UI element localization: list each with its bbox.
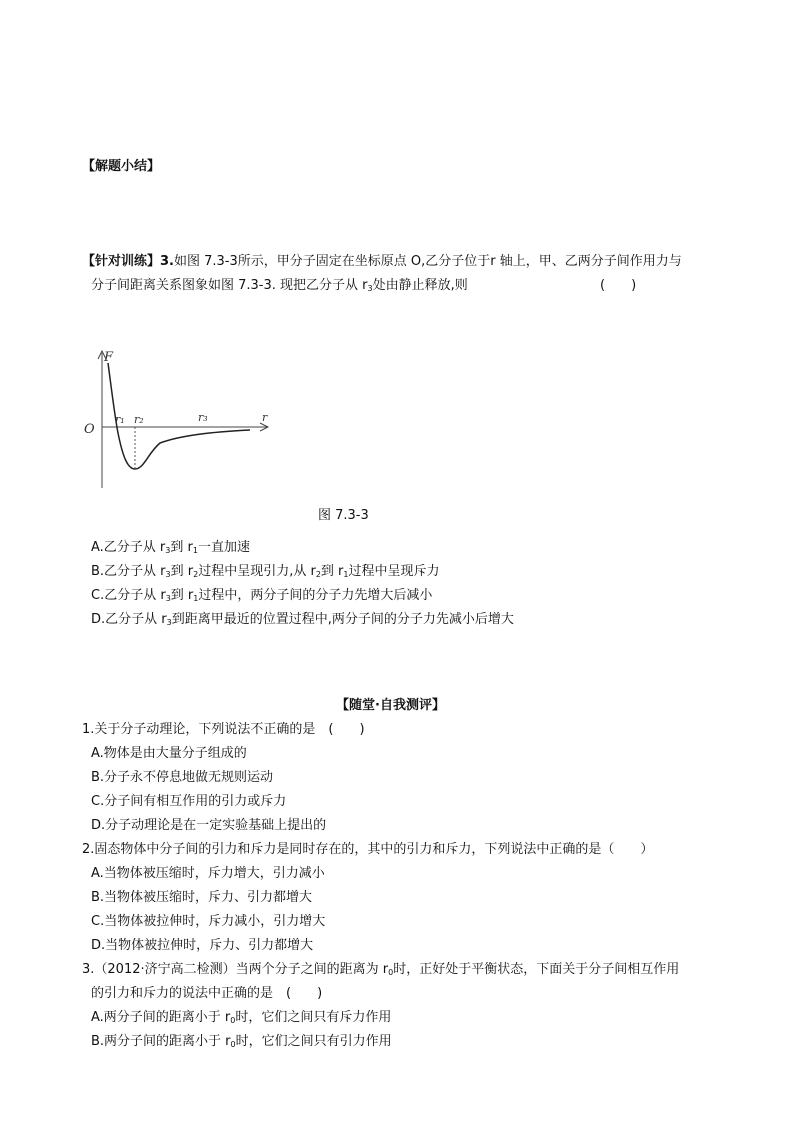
practice-line-2 [91, 274, 468, 293]
origin-label: O [84, 422, 95, 437]
practice-option-d: D.乙分子从 $r_3$到距离甲最近的位置过程中,两分子间的分子力先减小后增大 [91, 612, 514, 627]
self-test-heading: 【随堂·自我测评】 [336, 698, 445, 713]
practice-stem-1: 如图 7.3-3所示，甲分子固定在坐标原点 O,乙分子位于r 轴上，甲、乙两分子间作用力与 [174, 254, 682, 269]
q3-option-b: B.两分子间的距离小于 $r_0$时，它们之间只有引力作用 [91, 1034, 392, 1049]
practice-stem-2-end: 处由静止释放,则 [372, 278, 468, 293]
force-distance-figure [82, 343, 282, 493]
practice-stem-sub: 3 [367, 284, 373, 293]
practice-option-b: B.乙分子从 $r_3$到 $r_2$过程中呈现引力,从 $r_2$到 $r_1$过程中呈现斥力 [91, 564, 440, 579]
practice-line-1 [82, 250, 682, 269]
practice-stem-2: 分子间距离关系图象如图 7.3-3. 现把乙分子从 r [91, 278, 368, 293]
f-axis-label: F [104, 350, 114, 365]
q1-option-c: C.分子间有相互作用的引力或斥力 [91, 794, 287, 809]
figure-caption: 图 7.3-3 [318, 508, 369, 523]
r1-label: r₁ [115, 413, 125, 426]
force-curve [108, 363, 250, 469]
q2-option-c: C.当物体被拉伸时，斥力减小，引力增大 [91, 914, 326, 929]
q3-stem-1: 3.（2012·济宁高二检测）当两个分子之间的距离为 $r_0$时，正好处于平衡状态，下面关于分子间相互作用 [82, 962, 680, 977]
q2-option-a: A.当物体被压缩时，斥力增大，引力减小 [91, 866, 325, 881]
practice-option-a: A.乙分子从 $r_3$到 $r_1$一直加速 [91, 540, 250, 555]
r3-label: r₃ [198, 411, 208, 424]
summary-heading: 【解题小结】 [82, 159, 161, 174]
practice-number: 3. [160, 254, 174, 269]
q3-stem-2: 的引力和斥力的说法中正确的是 ( ) [91, 986, 323, 1001]
q1-option-a: A.物体是由大量分子组成的 [91, 746, 247, 761]
q1-option-b: B.分子永不停息地做无规则运动 [91, 770, 274, 785]
q3-option-a: A.两分子间的距离小于 $r_0$时，它们之间只有斥力作用 [91, 1010, 392, 1025]
practice-option-c: C.乙分子从 $r_3$到 $r_1$过程中，两分子间的分子力先增大后减小 [91, 588, 433, 603]
practice-tag: 【针对训练】 [82, 254, 161, 269]
q2-option-b: B.当物体被压缩时，斥力、引力都增大 [91, 890, 313, 905]
r-axis-label: r [262, 411, 268, 424]
practice-answer-paren: ( ) [600, 278, 637, 293]
q1-option-d: D.分子动理论是在一定实验基础上提出的 [91, 818, 327, 833]
r2-label: r₂ [134, 413, 144, 426]
q2-option-d: D.当物体被拉伸时，斥力、引力都增大 [91, 938, 314, 953]
q2-stem: 2.固态物体中分子间的引力和斥力是同时存在的，其中的引力和斥力，下列说法中正确的是（ ） [82, 842, 654, 857]
q1-stem: 1.关于分子动理论，下列说法不正确的是 ( ) [82, 722, 365, 737]
